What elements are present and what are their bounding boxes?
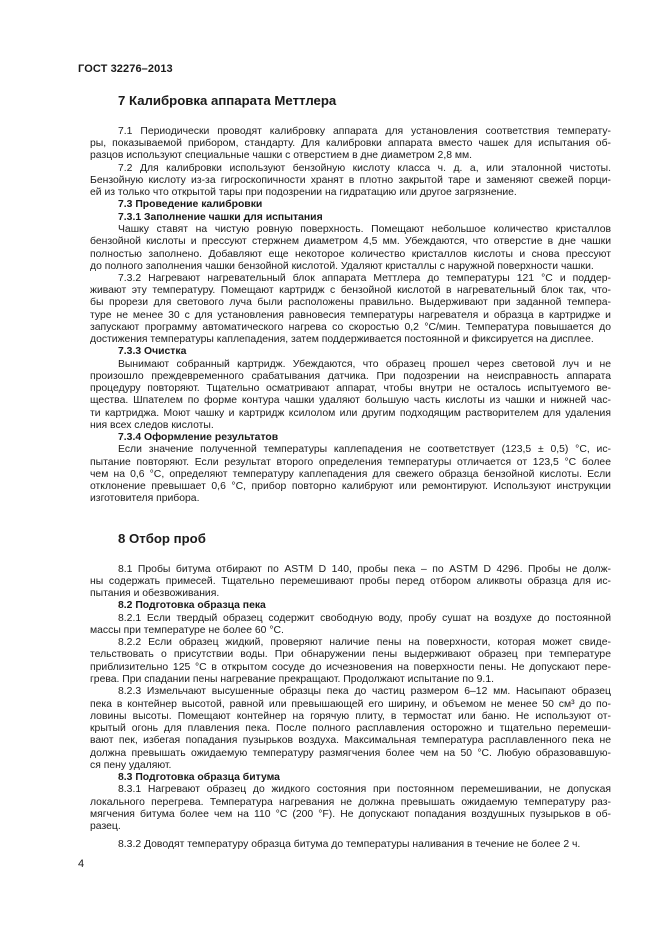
subsection-heading: 7.3.1 Заполнение чашки для испытания	[118, 212, 323, 223]
text-line: тельствовать о присутствии воды. При обнаружении пены выдерживают образец при температуре	[90, 649, 611, 660]
text-line: локального перегрева. Температура нагревания не должна превышать ожидаемую температуру раз-	[90, 797, 611, 808]
section-heading: 7 Калибровка аппарата Меттлера	[118, 93, 337, 108]
text-line: должна превышать ожидаемую температуру размягчения более чем на 50 °С. Любую образовавшую-	[90, 748, 611, 759]
text-line: щества. Шпателем по форме контура чашки удаляют большую часть кислоты из чашки и нижней час-	[90, 395, 611, 406]
text-line: грева. При спадании пены нагревание прекращают. Продолжают испытание по 9.1.	[90, 674, 494, 685]
text-line: ния всех следов кислоты.	[90, 420, 214, 431]
text-line: ры, показываемой прибором, стандарту. Для калибровки аппарата вместо чашек для испытания об-	[90, 138, 611, 149]
text-line: Если значение полученной температуры каплепадения не соответствует (123,5 ± 0,5) °С, ис-	[118, 444, 611, 455]
text-line: ся пену удаляют.	[90, 760, 172, 771]
text-line: живают эту температуру. Помещают картридж с бензойной кислотой в нагревательный блок так, что-	[90, 285, 611, 296]
text-line: Чашку ставят на чистую ровную поверхность. Помещают небольшое количество кристаллов	[118, 224, 611, 235]
text-line: разец.	[90, 821, 121, 832]
subsection-heading: 7.3.4 Оформление результатов	[118, 432, 279, 443]
text-line: 8.3.2 Доводят температуру образца битума до температуры наливания в течение не более 2 ч.	[118, 839, 581, 850]
text-line: достижения температуры каплепадения, затем поддерживается постоянной и фиксируется на дисплее.	[90, 334, 594, 345]
text-line: Вынимают собранный картридж. Убеждаются, что образец прошел через световой луч и не	[118, 359, 611, 370]
subsection-heading: 8.2 Подготовка образца пека	[118, 600, 266, 611]
text-line: пека в контейнер высотой, равной или превышающей его ширину, и объемом не менее 50 см³ до по-	[90, 699, 611, 710]
text-line: 8.3.1 Нагревают образец до жидкого состояния при постоянном перемешивании, не допуская	[118, 784, 611, 795]
text-line: вают пек, избегая попадания пузырьков воздуха. Максимальная температура расплавленного пека не	[90, 735, 611, 746]
text-line: приблизительно 125 °С в открытом сосуде до исчезновения на поверхности пены. Не допускают пере-	[90, 662, 611, 673]
text-line: чем на 0,6 °С, определяют температуру каплепадения для свежего образца бензойной кислоты. Если	[90, 469, 611, 480]
text-line: произошло преждевременного срабатывания датчика. При подозрении на неисправность аппарата	[90, 371, 611, 382]
text-line: процедуру повторяют. Тщательно осматривают аппарат, чтобы внутри не осталось испытуемого ве-	[90, 383, 611, 394]
text-line: массы при температуре не более 60 °С.	[90, 625, 284, 636]
document-header: ГОСТ 32276–2013	[78, 63, 173, 75]
text-line: ти картриджа. Моют чашку и картридж ксилолом или другим подходящим растворителем для удаления	[90, 408, 611, 419]
text-line: 7.2 Для калибровки используют бензойную кислоту класса ч. д. а, или эталонной чистоты.	[118, 163, 611, 174]
text-line: пытание повторяют. Если результат второго определения температуры отличается от 123,5 °С более	[90, 457, 611, 468]
text-line: до полного заполнения чашки бензойной кислотой. Удаляют кристаллы с наружной поверхности чашки.	[90, 261, 594, 272]
text-line: крытый огонь для плавления пека. После полного расплавления осторожно и тщательно перемеши-	[90, 723, 611, 734]
text-line: отклонение превышает 0,6 °С, прибор повторно калибруют или ремонтируют. Используют инструкции	[90, 481, 611, 492]
text-line: 8.2.1 Если твердый образец содержит свободную воду, пробу сушат на воздухе до постоянной	[118, 613, 611, 624]
text-line: бензойной кислоты и прессуют стержнем диаметром 4,5 мм. Убеждаются, что отверстие в дне чашки	[90, 236, 611, 247]
text-line: изготовителя прибора.	[90, 493, 200, 504]
text-line: 7.1 Периодически проводят калибровку аппарата для установления соответствия температу-	[118, 126, 611, 137]
subsection-heading: 7.3 Проведение калибровки	[118, 199, 263, 210]
text-line: ловины высоты. Помещают контейнер на горячую плиту, в термостат или баню. Не используют от-	[90, 711, 611, 722]
subsection-heading: 7.3.3 Очистка	[118, 346, 187, 357]
page-number: 4	[78, 858, 85, 870]
text-line: запускают программу автоматического нагрева со скоростью 0,2 °С/мин. Температура повышается до	[90, 322, 611, 333]
text-line: туре не менее 30 с для установления равновесия температуры нагревателя и образца в картридже и	[90, 310, 611, 321]
text-line: 8.2.2 Если образец жидкий, проверяют наличие пены на поверхности, которая может свиде-	[118, 637, 611, 648]
text-line: ны содержать примесей. Тщательно перемешивают пробы перед отбором аликвоты образца для ис-	[90, 576, 611, 587]
text-line: бы прорези для светового луча были расположены правильно. Выдерживают при заданной темпера-	[90, 297, 611, 308]
text-line: мягчения битума более чем на 110 °С (200 °F). Не допускают попадания воздушных пузырьков в об-	[90, 809, 611, 820]
subsection-heading: 8.3 Подготовка образца битума	[118, 772, 280, 783]
text-line: ей из только что открытой тары при подозрении на гидратацию или другое загрязнение.	[90, 187, 517, 198]
text-line: 7.3.2 Нагревают нагревательный блок аппарата Меттлера до температуры 121 °С и поддер-	[118, 273, 611, 284]
text-line: 8.2.3 Измельчают высушенные образцы пека до частиц размером 6–12 мм. Насыпают образец	[118, 686, 611, 697]
text-line: разцов используют специальные чашки с отверстием в дне диаметром 2,8 мм.	[90, 150, 473, 161]
text-line: Бензойную кислоту из-за гигроскопичности хранят в плотно закрытой таре и заменяют свежей порци-	[90, 175, 611, 186]
text-line: 8.1 Пробы битума отбирают по ASTM D 140, пробы пека – по ASTM D 4296. Пробы не долж-	[118, 564, 611, 575]
text-line: пытания и обезвоживания.	[90, 588, 220, 599]
text-line: полностью заполнено. Добавляют еще некоторое количество кристаллов кислоты и снова прессуют	[90, 249, 611, 260]
section-heading: 8 Отбор проб	[118, 531, 206, 546]
